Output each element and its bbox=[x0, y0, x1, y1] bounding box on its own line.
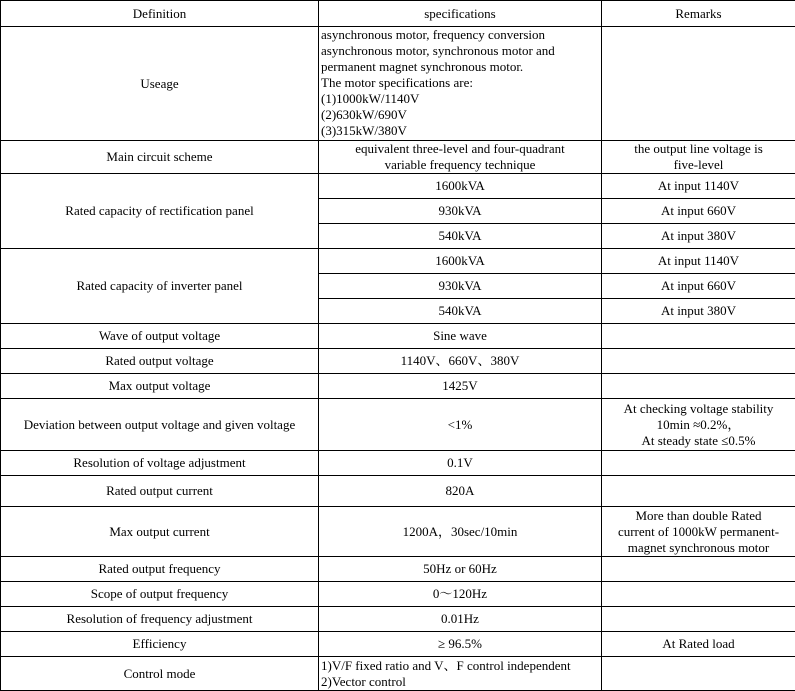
spec-line: variable frequency technique bbox=[321, 157, 599, 173]
spec-cell: 1600kVA bbox=[319, 249, 602, 274]
definition-cell: Control mode bbox=[1, 657, 319, 691]
table-row-main-circuit bbox=[1, 141, 795, 174]
spec-cell: 1600kVA bbox=[319, 174, 602, 199]
spec-cell: Sine wave bbox=[319, 324, 602, 349]
remark-cell bbox=[602, 399, 795, 451]
spec-cell: 0～120Hz bbox=[319, 582, 602, 607]
definition-cell: Rated output voltage bbox=[1, 349, 319, 374]
spec-line: (3)315kW/380V bbox=[321, 123, 599, 139]
spec-cell: 1200A，30sec/10min bbox=[319, 507, 602, 557]
table-row-control-mode bbox=[1, 657, 795, 691]
spec-line: asynchronous motor, frequency conversion bbox=[321, 27, 599, 43]
definition-cell: Scope of output frequency bbox=[1, 582, 319, 607]
remark-line: current of 1000kW permanent- bbox=[604, 524, 793, 540]
spec-line: 2)Vector control bbox=[321, 674, 599, 690]
remark-cell bbox=[602, 657, 795, 691]
table-row-frequency-resolution bbox=[1, 607, 795, 632]
spec-cell: 1425V bbox=[319, 374, 602, 399]
header-specifications: specifications bbox=[319, 1, 602, 27]
spec-cell: 50Hz or 60Hz bbox=[319, 557, 602, 582]
definition-cell: Rated capacity of inverter panel bbox=[1, 249, 319, 324]
spec-cell: 0.01Hz bbox=[319, 607, 602, 632]
table-row-voltage-resolution bbox=[1, 451, 795, 476]
remark-cell: At input 380V bbox=[602, 224, 795, 249]
spec-line: (1)1000kW/1140V bbox=[321, 91, 599, 107]
definition-cell: Rated output frequency bbox=[1, 557, 319, 582]
table-row-efficiency bbox=[1, 632, 795, 657]
table-row-deviation bbox=[1, 399, 795, 451]
remark-cell bbox=[602, 582, 795, 607]
definition-cell: Max output voltage bbox=[1, 374, 319, 399]
remark-cell: At input 1140V bbox=[602, 174, 795, 199]
remark-cell bbox=[602, 451, 795, 476]
remark-cell bbox=[602, 374, 795, 399]
remark-cell bbox=[602, 349, 795, 374]
spec-cell: 930kVA bbox=[319, 274, 602, 299]
table-row-inverter bbox=[1, 249, 795, 274]
remark-line: 10min ≈0.2%， bbox=[604, 417, 793, 433]
remark-cell bbox=[602, 507, 795, 557]
table-row-frequency-scope bbox=[1, 582, 795, 607]
definition-cell: Efficiency bbox=[1, 632, 319, 657]
spec-cell: 930kVA bbox=[319, 199, 602, 224]
remark-line: More than double Rated bbox=[604, 508, 793, 524]
spec-cell: 0.1V bbox=[319, 451, 602, 476]
definition-cell: Wave of output voltage bbox=[1, 324, 319, 349]
spec-cell: 540kVA bbox=[319, 224, 602, 249]
definition-cell: Resolution of voltage adjustment bbox=[1, 451, 319, 476]
header-remarks: Remarks bbox=[602, 1, 795, 27]
remark-line: the output line voltage is bbox=[604, 141, 793, 157]
header-definition: Definition bbox=[1, 1, 319, 27]
definition-cell: Resolution of frequency adjustment bbox=[1, 607, 319, 632]
definition-cell: Rated capacity of rectification panel bbox=[1, 174, 319, 249]
table-row-max-current bbox=[1, 507, 795, 557]
remark-cell: At input 660V bbox=[602, 199, 795, 224]
spec-line: asynchronous motor, synchronous motor and bbox=[321, 43, 599, 59]
remark-cell bbox=[602, 557, 795, 582]
remark-cell bbox=[602, 27, 795, 141]
remark-line: five-level bbox=[604, 157, 793, 173]
spec-line: The motor specifications are: bbox=[321, 75, 599, 91]
spec-line: equivalent three-level and four-quadrant bbox=[321, 141, 599, 157]
remark-line: magnet synchronous motor bbox=[604, 540, 793, 556]
spec-line: permanent magnet synchronous motor. bbox=[321, 59, 599, 75]
remark-cell bbox=[602, 607, 795, 632]
remark-line: At checking voltage stability bbox=[604, 401, 793, 417]
table-row-rated-current bbox=[1, 476, 795, 507]
table-row-useage bbox=[1, 27, 795, 141]
remark-cell bbox=[602, 141, 795, 174]
definition-cell: Main circuit scheme bbox=[1, 141, 319, 174]
table-row-rated-frequency bbox=[1, 557, 795, 582]
spec-cell: 820A bbox=[319, 476, 602, 507]
spec-cell bbox=[319, 141, 602, 174]
definition-cell: Max output current bbox=[1, 507, 319, 557]
remark-line: At steady state ≤0.5% bbox=[604, 433, 793, 449]
remark-cell: At input 1140V bbox=[602, 249, 795, 274]
header-row bbox=[1, 1, 795, 27]
spec-cell: ≥ 96.5% bbox=[319, 632, 602, 657]
remark-cell: At Rated load bbox=[602, 632, 795, 657]
definition-cell: Rated output current bbox=[1, 476, 319, 507]
remark-cell: At input 660V bbox=[602, 274, 795, 299]
remark-cell bbox=[602, 324, 795, 349]
spec-line: (2)630kW/690V bbox=[321, 107, 599, 123]
spec-cell bbox=[319, 657, 602, 691]
table-row-rated-voltage bbox=[1, 349, 795, 374]
spec-cell: 1140V、660V、380V bbox=[319, 349, 602, 374]
definition-cell: Deviation between output voltage and given voltage bbox=[1, 399, 319, 451]
table-row-wave bbox=[1, 324, 795, 349]
table-row-max-voltage bbox=[1, 374, 795, 399]
remark-cell bbox=[602, 476, 795, 507]
definition-cell: Useage bbox=[1, 27, 319, 141]
spec-cell: <1% bbox=[319, 399, 602, 451]
spec-cell: 540kVA bbox=[319, 299, 602, 324]
spec-cell bbox=[319, 27, 602, 141]
remark-cell: At input 380V bbox=[602, 299, 795, 324]
table-row-rectification bbox=[1, 174, 795, 199]
spec-line: 1)V/F fixed ratio and V、F control independent bbox=[321, 658, 599, 674]
